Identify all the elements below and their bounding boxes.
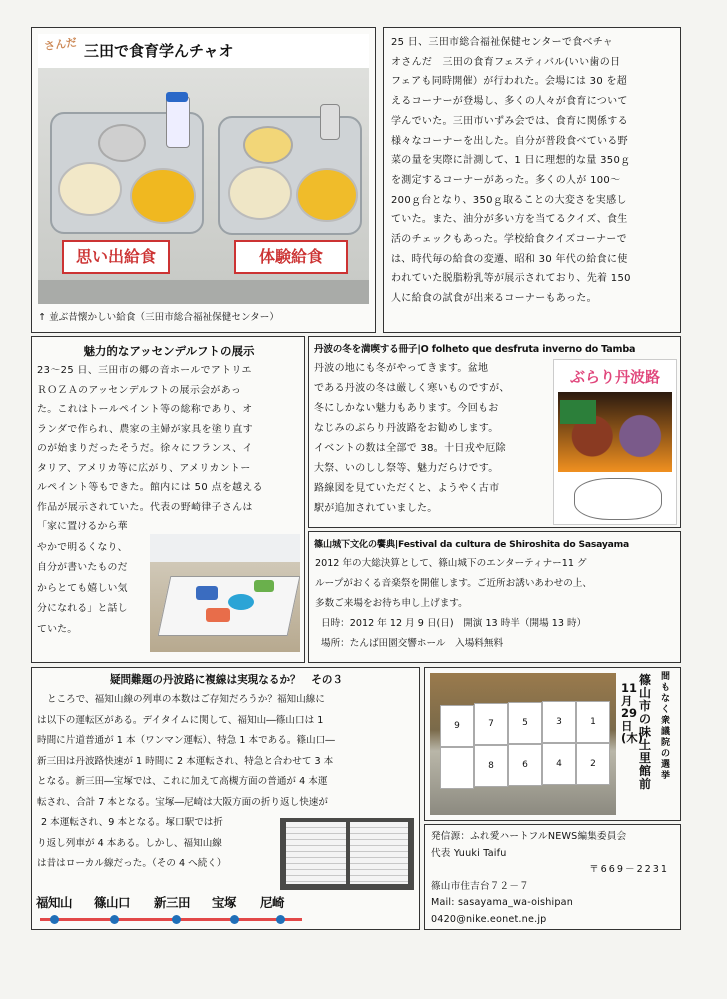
text-line: ループがおくる音楽祭を開催します。ご近所お誘いあわせの上、 — [315, 578, 592, 589]
blue-cap — [166, 92, 188, 102]
photo-school-lunch — [38, 34, 369, 304]
route-line — [40, 918, 302, 921]
station-dot-sasayamaguchi — [110, 915, 119, 924]
text-line: ていた。また、油分が多い方を当てるクイズ、食生 — [391, 214, 628, 226]
food-education-article — [31, 27, 376, 333]
email-line-2: 0420@nike.eonet.ne.jp — [431, 913, 547, 925]
text-line: た。これはトールペイント等の総称であり、オ — [37, 404, 253, 415]
board-blank — [440, 747, 474, 789]
station-dot-shinsanda — [172, 915, 181, 924]
festival-report-body — [391, 33, 681, 309]
text-line: われていた脱脂粉乳等が展示されており、先着 150 — [391, 273, 631, 285]
text-line: のが始まりだったそうだ。徐々にフランス、イ — [37, 443, 253, 454]
text-line: からとても嬉しい気 — [37, 582, 128, 594]
text-line: 様々なコーナーを出した。自分が普段食べている野 — [391, 135, 628, 147]
publisher-representative: 代表 Yuuki Taifu — [431, 847, 507, 859]
painted-plate-2 — [228, 594, 254, 610]
board-3: 3 — [542, 701, 576, 743]
sign-memory-lunch: 思い出給食 — [62, 240, 170, 274]
board-6: 6 — [508, 744, 542, 786]
text-line: ていた。 — [37, 623, 78, 635]
text-line: ランダで作られ、農家の主婦が家具を塗り直す — [37, 423, 253, 435]
text-line: 丹波の地にも冬がやってきます。盆地 — [314, 363, 489, 374]
assendelft-article — [31, 336, 305, 663]
bowl-4 — [228, 166, 292, 220]
window-glass — [150, 534, 300, 562]
text-line: 自分が書いたものだ — [37, 562, 128, 573]
photo-caption: ↑ 並ぶ昔懐かしい給食（三田市総合福祉保健センター） — [38, 312, 279, 323]
table-edge — [38, 280, 369, 304]
fukuchiyama-line-article — [31, 667, 420, 930]
bowl-5 — [296, 168, 358, 222]
board-7: 7 — [474, 703, 508, 745]
sasayama-title: 篠山城下文化の饗典|Festival da cultura de Shiroshita do Sasayama — [314, 539, 630, 550]
bowl-6 — [243, 126, 293, 164]
sign-experience-lunch: 体験給食 — [234, 240, 348, 274]
board-5: 5 — [508, 702, 542, 744]
timetable-left — [286, 822, 346, 884]
event-venue: 場所：たんば田園交響ホール 入場料無料 — [321, 638, 504, 649]
tamba-winter-article — [308, 336, 681, 528]
text-line: 23～25 日、三田市の郷の音ホールでアトリエ — [37, 365, 252, 376]
bottle-right — [320, 104, 340, 140]
text-line: を測定するコーナーがあった。多くの人が 100～ — [391, 174, 621, 186]
board-4: 4 — [542, 743, 576, 785]
text-line: である丹波の冬は厳しく寒いものですが、 — [314, 383, 510, 394]
station-amagasaki: 尼崎 — [260, 895, 285, 910]
bowl-1 — [58, 162, 122, 216]
route-station-labels — [36, 893, 416, 913]
assendelft-body — [37, 361, 305, 517]
station-fukuchiyama: 福知山 — [36, 895, 73, 910]
assendelft-quote — [37, 517, 157, 640]
postal-code: 〒669－2231 — [589, 864, 669, 875]
publisher-info — [431, 829, 681, 928]
text-line: 多数ご来場をお待ち申し上げます。 — [315, 598, 468, 609]
text-line: 活のチェックもあった。学校給食クイズコーナーで — [391, 234, 627, 246]
text-line: えるコーナーが登場し、多くの人々が食育について — [391, 96, 628, 108]
board-1: 1 — [576, 701, 610, 743]
text-line: 人に給食の試食が出来るコーナーもあった。 — [391, 293, 597, 305]
side-caption-location: 篠山市の味土里館前 — [639, 673, 652, 791]
painted-plate-3 — [206, 608, 230, 622]
text-line: オさんだ 三田の食育フェスティバル(いい歯の日 — [391, 56, 621, 68]
text-line: フェアも同時開催）が行われた。会場には 30 を超 — [391, 76, 628, 88]
text-line: 2012 年の大総決算として、篠山城下のエンターティナー11 グ — [315, 558, 587, 569]
text-line: 大祭、いのしし祭等、魅力だらけです。 — [314, 463, 499, 474]
article-title: 三田で食育学んチャオ — [84, 42, 234, 60]
tamba-body — [314, 359, 554, 519]
photo-exhibition — [150, 534, 300, 652]
text-line: り返し列車が 4 本ある。しかし、福知山線 — [37, 837, 222, 849]
painted-plate-4 — [254, 580, 274, 592]
text-line: 学んでいた。三田市いずみ会では、食育に関係する — [391, 115, 628, 127]
tamba-title: 丹波の冬を満喫する冊子|O folheto que desfruta inverno do Tamba — [314, 344, 636, 355]
text-line: やかで明るくなり、 — [37, 541, 128, 553]
line-article-title: 疑問難題の丹波路に複線は実現なるか？ その３ — [109, 674, 344, 686]
text-line: 菜の量を実際に計測して、1 日に理想的な量 350ｇ — [391, 155, 631, 167]
text-line: 分になれる」と話し — [37, 603, 128, 614]
publisher-name: 発信源：ふれ愛ハートフルNEWS編集委員会 — [431, 831, 627, 842]
text-line: ルペイント等もできた。館内には 50 点を越える — [37, 482, 263, 493]
station-dot-amagasaki — [276, 915, 285, 924]
line-article-continued — [37, 813, 277, 875]
text-line: イベントの数は全部で 38。十日戎や厄除 — [314, 443, 506, 454]
sasayama-body — [315, 554, 680, 654]
sanda-badge: さんだ — [43, 35, 78, 54]
photo-timetable — [280, 818, 414, 890]
station-sasayamaguchi: 篠山口 — [94, 895, 131, 910]
station-dot-fukuchiyama — [50, 915, 59, 924]
text-line: 路線図を見ていただくと、ようやく古市 — [314, 483, 500, 494]
line-article-body — [37, 690, 420, 813]
booklet-title: ぶらり丹波路 — [569, 368, 660, 386]
text-line: は以下の運転区がある。デイタイムに関して、福知山―篠山口は 1 — [37, 714, 324, 726]
text-line: 新三田は丹波路快速が 1 時間に 2 本運転され、特急と合わせて 3 本 — [37, 755, 334, 767]
booklet-map — [574, 478, 662, 520]
board-9: 9 — [440, 705, 474, 747]
painted-plate-1 — [196, 586, 218, 600]
board-8: 8 — [474, 745, 508, 787]
text-line: なじみのぶらり丹波路をお勧めします。 — [314, 423, 499, 434]
publisher-box — [424, 824, 681, 930]
address: 篠山市住吉台７２－７ — [431, 880, 529, 892]
sasayama-festival — [308, 531, 681, 663]
text-line: 「家に置けるから華 — [37, 521, 128, 532]
side-caption-date: 11月29日(木) — [621, 681, 644, 745]
timetable-right — [350, 822, 408, 884]
milk-bottle — [166, 96, 190, 148]
text-line: 冬にしかない魅力もあります。今回もお — [314, 403, 499, 414]
station-dot-takarazuka — [230, 915, 239, 924]
board-2: 2 — [576, 743, 610, 785]
booklet-sticker — [560, 400, 596, 424]
text-line: 時間に片道普通が 1 本（ワンマン運転）、特急 1 本である。篠山口― — [37, 735, 335, 746]
text-line: 25 日、三田市総合福祉保健センターで食べチャ — [391, 37, 614, 48]
text-line: ＲＯＺＡのアッセンデルフトの展示会があっ — [37, 384, 242, 396]
text-line: 転され、合計 7 本となる。宝塚―尼崎は大阪方面の折り返し快速が — [37, 796, 328, 808]
text-line: は、時代毎の給食の変遷、昭和 30 年代の給食に使 — [391, 253, 628, 265]
station-takarazuka: 宝塚 — [212, 895, 237, 910]
assendelft-title: 魅力的なアッセンデルフトの展示 — [83, 344, 255, 358]
festival-report — [383, 27, 681, 333]
text-line: 駅が追加されていました。 — [314, 503, 438, 514]
text-line: は昔はローカル線だった。（その 4 へ続く） — [37, 858, 227, 869]
station-shinsanda: 新三田 — [154, 895, 191, 910]
bowl-2 — [130, 168, 196, 224]
bowl-3 — [98, 124, 146, 162]
text-line: 2 本運転され、9 本となる。塚口駅では折 — [41, 817, 223, 828]
event-datetime: 日時：2012 年 12 月 9 日(日) 開演 13 時半（開場 13 時） — [321, 618, 587, 629]
email-line-1: Mail: sasayama_wa-oishipan — [431, 897, 573, 908]
text-line: タリア、アメリカ等に広がり、アメリカントー — [37, 462, 251, 474]
side-caption-election: 間もなく衆議院の選挙 — [661, 672, 671, 781]
text-line: となる。新三田―宝塚では、これに加えて高槻方面の普通が 4 本運 — [37, 776, 328, 787]
photo-election-boards — [430, 673, 616, 815]
text-line: ところで、福知山線の列車の本数はご存知だろうか？福知山線に — [47, 694, 325, 705]
election-photo-box — [424, 667, 681, 821]
text-line: 作品が展示されていた。代表の野崎律子さんは — [37, 501, 253, 513]
booklet-cover — [553, 359, 677, 525]
text-line: 200ｇ台となり、350ｇ取ることの大変さを実感し — [391, 194, 627, 206]
